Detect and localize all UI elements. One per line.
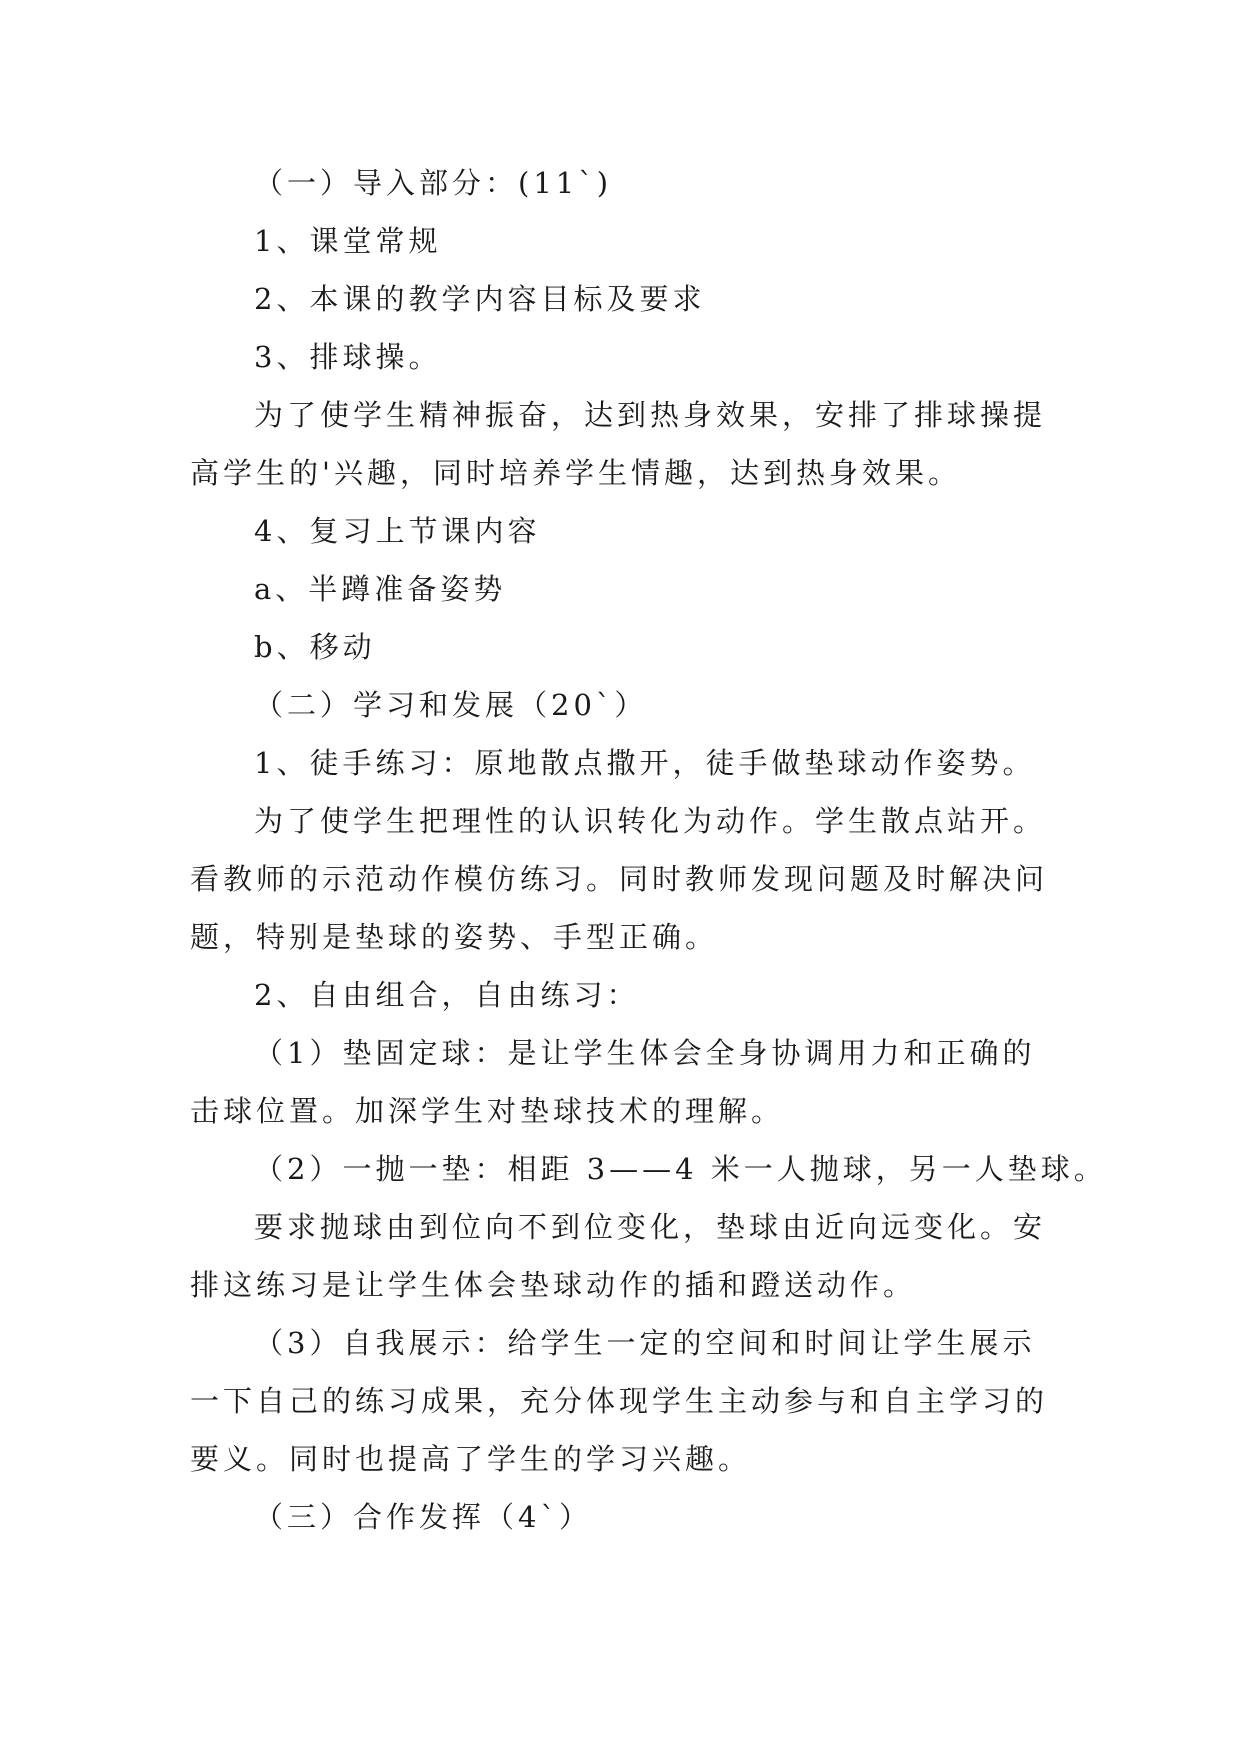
document-body [190, 154, 1107, 1546]
paragraph-line: 为了使学生把理性的认识转化为动作。学生散点站开。 [254, 804, 1047, 838]
paragraph-line: 要义。同时也提高了学生的学习兴趣。 [190, 1442, 752, 1476]
list-item: a、半蹲准备姿势 [254, 572, 507, 606]
list-item: 2、自由组合，自由练习： [254, 978, 640, 1012]
list-item: 4、复习上节课内容 [254, 514, 541, 548]
list-item: b、移动 [254, 630, 376, 664]
paragraph-line: 题，特别是垫球的姿势、手型正确。 [190, 920, 719, 954]
paragraph-line: （1）垫固定球：是让学生体会全身协调用力和正确的 [254, 1036, 1036, 1070]
section-heading-intro: （一）导入部分：(11`) [254, 166, 613, 200]
paragraph-line: 为了使学生精神振奋，达到热身效果，安排了排球操提 [254, 398, 1047, 432]
paragraph-line: （2）一抛一垫：相距 3——4 米一人抛球，另一人垫球。 [254, 1152, 1107, 1186]
paragraph-line: 击球位置。加深学生对垫球技术的理解。 [190, 1094, 785, 1128]
paragraph-line: 要求抛球由到位向不到位变化，垫球由近向远变化。安 [254, 1210, 1047, 1244]
list-item: 2、本课的教学内容目标及要求 [254, 282, 706, 316]
list-item: 3、排球操。 [254, 340, 442, 374]
section-heading-cooperation: （三）合作发挥（4`） [254, 1500, 592, 1534]
paragraph-line: 排这练习是让学生体会垫球动作的插和蹬送动作。 [190, 1268, 917, 1302]
paragraph-line: 高学生的'兴趣，同时培养学生情趣，达到热身效果。 [190, 456, 961, 490]
paragraph-line: （3）自我展示：给学生一定的空间和时间让学生展示 [254, 1326, 1036, 1360]
list-item: 1、课堂常规 [254, 224, 442, 258]
list-item: 1、徒手练习：原地散点撒开，徒手做垫球动作姿势。 [254, 746, 1036, 780]
paragraph-line: 一下自己的练习成果，充分体现学生主动参与和自主学习的 [190, 1384, 1049, 1418]
section-heading-development: （二）学习和发展（20`） [254, 688, 648, 722]
paragraph-line: 看教师的示范动作模仿练习。同时教师发现问题及时解决问 [190, 862, 1049, 896]
